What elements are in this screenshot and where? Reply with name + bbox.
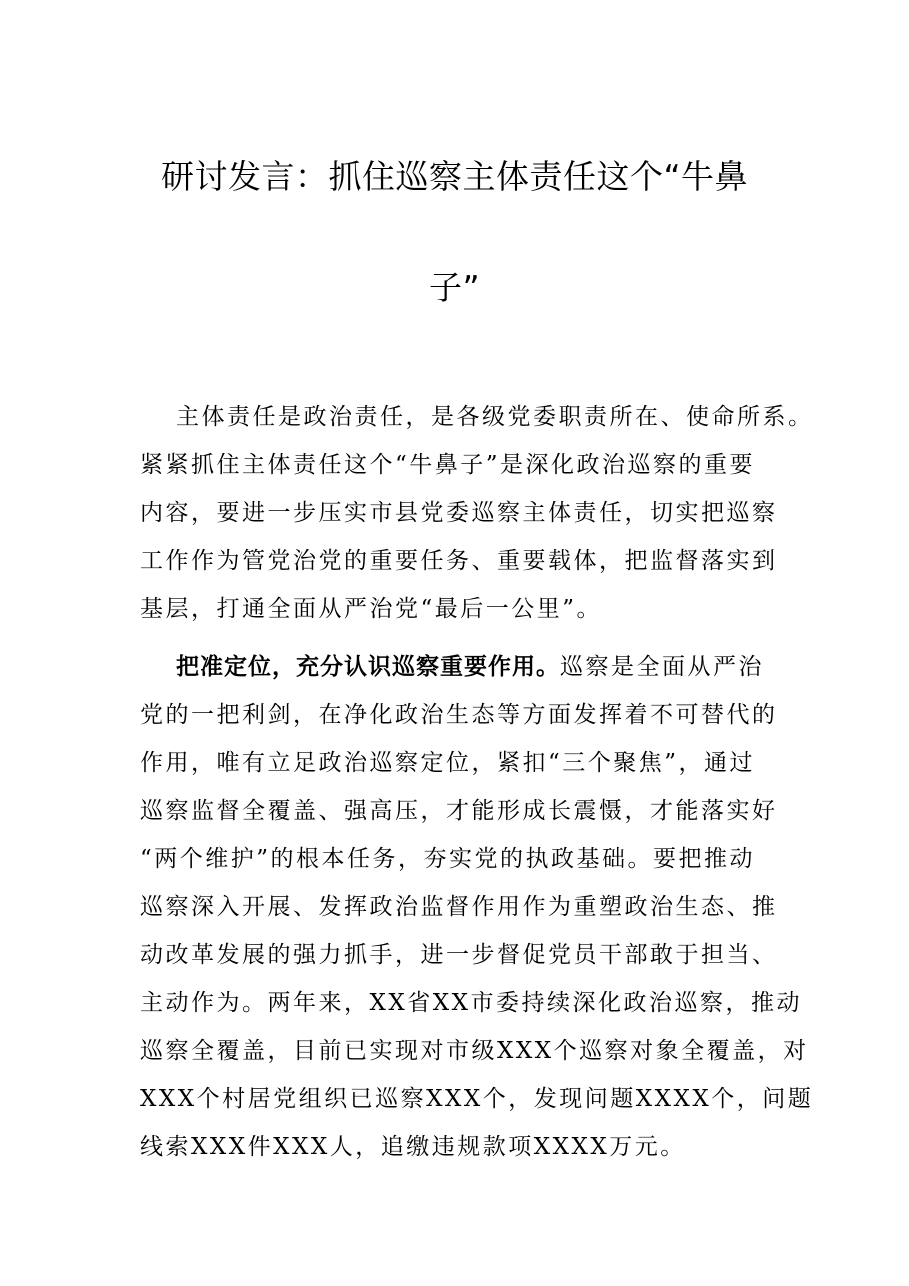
paragraph-1-line-2: 紧紧抓住主体责任这个“牛鼻子”是深化政治巡察的重要 xyxy=(140,452,756,478)
paragraph-2-heading: 把准定位，充分认识巡察重要作用。 xyxy=(176,654,560,680)
paragraph-2-line-9: 巡察全覆盖，目前已实现对市级XXX个巡察对象全覆盖，对 xyxy=(140,1038,809,1064)
paragraph-2-line-6: 巡察深入开展、发挥政治监督作用作为重塑政治生态、推 xyxy=(140,894,778,920)
paragraph-1-line-5: 基层，打通全面从严治党“最后一公里”。 xyxy=(140,596,603,622)
paragraph-2-line-2: 党的一把利剑，在净化政治生态等方面发挥着不可替代的 xyxy=(140,702,778,728)
paragraph-1-line-4: 工作作为管党治党的重要任务、重要载体，把监督落实到 xyxy=(140,548,778,574)
paragraph-2-line-10: XXX个村居党组织已巡察XXX个，发现问题XXXX个，问题 xyxy=(140,1086,814,1112)
paragraph-2-line-3: 作用，唯有立足政治巡察定位，紧扣“三个聚焦”，通过 xyxy=(140,750,756,776)
document-title-line-2: 子” xyxy=(428,268,481,307)
paragraph-2-line-5: “两个维护”的根本任务，夯实党的执政基础。要把推动 xyxy=(140,846,756,872)
paragraph-1-line-3: 内容，要进一步压实市县党委巡察主体责任，切实把巡察 xyxy=(140,500,778,526)
paragraph-2-line-4: 巡察监督全覆盖、强高压，才能形成长震慑，才能落实好 xyxy=(140,798,778,824)
paragraph-2-line-7: 动改革发展的强力抓手，进一步督促党员干部敢于担当、 xyxy=(140,942,778,968)
paragraph-2-line-8: 主动作为。两年来，XX省XX市委持续深化政治巡察，推动 xyxy=(140,990,802,1016)
paragraph-2-line-11: 线索XXX件XXX人，追缴违规款项XXXX万元。 xyxy=(140,1134,686,1160)
document-title-line-1: 研讨发言：抓住巡察主体责任这个“牛鼻 xyxy=(160,157,749,196)
paragraph-2-line-1 xyxy=(176,648,764,681)
paragraph-2-first-line-rest: 巡察是全面从严治 xyxy=(560,654,764,680)
paragraph-1-line-1: 主体责任是政治责任，是各级党委职责所在、使命所系。 xyxy=(176,404,814,430)
